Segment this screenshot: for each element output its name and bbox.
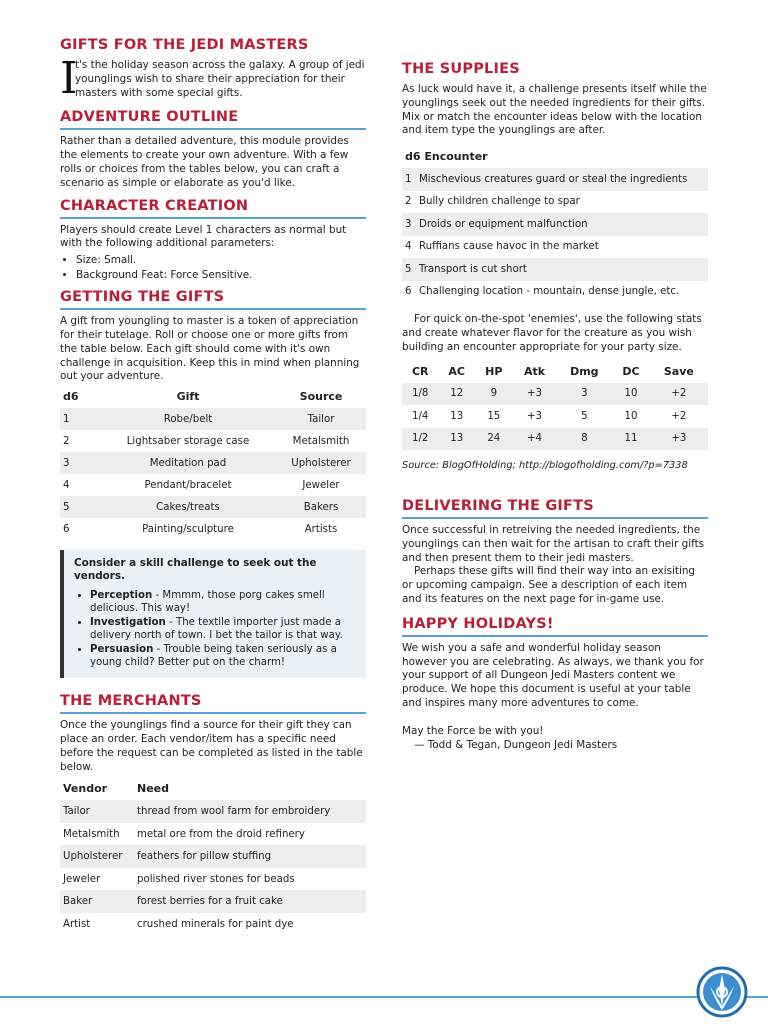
title-the-merchants: THE MERCHANTS [60,692,366,714]
gift-name: Robe/belt [100,408,276,430]
table-row [402,236,708,259]
title-getting-the-gifts: GETTING THE GIFTS [60,288,366,310]
gift-d6: 5 [60,496,100,518]
gift-source: Bakers [276,496,366,518]
table-row [60,868,366,891]
gift-name: Lightsaber storage case [126,435,250,447]
stat-cell: 10 [612,383,650,406]
stats-header-dc: DC [622,364,640,378]
delivering-text-1: Once successful in retreiving the needed ingredients, the younglings can then wait for the artisan to craft their gifts and then present them to their jedi masters. [402,524,705,564]
title-delivering-the-gifts: DELIVERING THE GIFTS [402,497,708,519]
supplies-text: As luck would have it, a challenge presents itself while the younglings seek out the needed ingredients for their gifts. Mix or match the encounter ideas below with the location and item type the younglings are after. [402,83,707,137]
skill-text: - Trouble being taken seriously as a young child? Better put on the charm! [90,644,337,669]
table-row [60,913,366,936]
vendor-table [60,778,366,935]
stats-header-cr: CR [411,364,429,378]
stat-cell: +3 [513,383,557,406]
bullet-background: • Background Feat: Force Sensitive. [76,268,366,282]
skill-text: - The textile importer just made a delivery north of town. I bet the tailor is that way. [90,617,343,642]
vendor-header-need: Need [137,782,170,796]
closing-text: May the Force be with you! [402,724,544,737]
table-row [60,408,366,430]
table-row [402,168,708,191]
table-row [60,518,366,540]
encounter-text: Challenging location - mountain, dense jungle, etc. [419,286,680,298]
merchants-text: Once the younglings find a source for their gift they can place an order. Each vendor/item has a specific need before the request can be completed as listed in the table below. [60,719,363,773]
encounter-text: Ruffians cause havoc in the market [419,241,599,253]
stat-cell: +4 [513,428,557,451]
gift-d6: 2 [63,435,70,447]
skill-name: Persuasion [90,644,154,656]
source-citation: Source: BlogOfHolding; http://blogofholding.com/?p=7338 [402,460,688,472]
vendor-name: Artist [63,918,91,930]
title-the-supplies: THE SUPPLIES [402,61,520,77]
stat-cell: 5 [581,410,588,422]
gift-d6: 3 [60,452,100,474]
stat-cell: 10 [624,410,638,422]
gift-header-source: Source [299,390,343,404]
gift-d6: 4 [63,479,70,491]
table-header-row [402,361,708,383]
vendor-need: thread from wool farm for embroidery [134,800,366,823]
gift-d6: 1 [60,408,100,430]
skill-name: Investigation [90,617,166,629]
vendor-name: Baker [60,890,134,913]
stat-cell: 3 [556,383,612,406]
stat-cell: 13 [438,428,475,451]
stats-header-hp: HP [485,364,503,378]
callout-list [90,589,358,669]
gift-source: Jeweler [302,479,340,491]
encounter-text: Droids or equipment malfunction [416,213,708,236]
stat-cell: +3 [527,410,543,422]
stat-cell: 13 [450,410,464,422]
vendor-header-vendor: Vendor [63,782,108,796]
table-row [60,452,366,474]
gift-name: Pendant/bracelet [144,479,232,491]
table-header-row [60,778,366,800]
stat-cell: 15 [487,410,501,422]
stat-cell: 11 [612,428,650,451]
skill-text: - Mmmm, those porg cakes smell delicious. This way! [90,590,325,615]
gift-source: Artists [304,523,338,535]
encounter-d6: 3 [402,213,416,236]
gift-source: Upholsterer [276,452,366,474]
vendor-name: Metalsmith [63,828,120,840]
stats-header-dmg: Dmg [570,364,599,378]
stat-cell: +2 [671,410,687,422]
intro-text: t's the holiday season across the galaxy. A group of jedi younglings wish to share their appreciation for their masters with some special gifts. [75,59,365,99]
right-column [402,60,708,752]
stat-cell: 24 [475,428,513,451]
skill-challenge-callout [60,550,366,678]
table-row [402,383,708,406]
gift-source: Tailor [276,408,366,430]
stat-cell: 1/4 [412,410,429,422]
delivering-text-2: Perhaps these gifts will find their way into an exisiting or upcoming campaign. See a description of each item and its features on the next page for in-game use. [402,565,696,606]
encounter-header: d6 Encounter [405,150,488,164]
table-row [60,800,366,823]
character-text: Players should create Level 1 characters as normal but with the following additional parameters: [60,223,347,250]
callout-item-persuasion [90,643,358,669]
callout-item-investigation [90,616,358,642]
enemies-text: For quick on-the-spot 'enemies', use the following stats and create whatever flavor for the creature as you wish building an encounter appropriate for your party size. [402,313,702,353]
table-row [60,823,366,846]
intro-paragraph [60,53,366,104]
table-row [402,405,708,428]
stat-cell: +2 [650,383,708,406]
table-row [402,213,708,236]
stat-cell: 1/8 [402,383,438,406]
gift-name: Cakes/treats [100,496,276,518]
table-row [402,258,708,281]
title-adventure-outline: ADVENTURE OUTLINE [60,108,366,130]
table-row [402,281,708,304]
table-row [402,428,708,451]
callout-title: Consider a skill challenge to seek out the vendors. [74,557,317,583]
holidays-text: We wish you a safe and wonderful holiday season however you are celebrating. As always, we thank you for your support of all Dungeon Jedi Masters content we produce. We hope this document is useful at your table and inspires many more adventures to come. [402,641,704,710]
table-header-row [402,146,708,168]
gift-header-d6: d6 [63,390,79,404]
stat-cell: +3 [650,428,708,451]
gift-d6: 6 [63,523,70,535]
stats-header-save: Save [663,364,694,378]
left-column [60,36,366,945]
vendor-need: crushed minerals for paint dye [137,918,294,930]
vendor-need: polished river stones for beads [137,873,295,885]
vendor-need: forest berries for a fruit cake [134,890,366,913]
drop-cap: I [60,53,78,104]
table-row [60,496,366,518]
encounter-text: Bully children challenge to spar [419,196,580,208]
table-row [60,474,366,496]
encounter-d6: 5 [402,258,416,281]
outline-text: Rather than a detailed adventure, this module provides the elements to create your own adventure. With a few rolls or choices from the tables below, you can craft a scenario as simple or elaborate as you'd like. [60,135,349,189]
encounter-text: Mischevious creatures guard or steal the ingredients [416,168,708,191]
vendor-need: feathers for pillow stuffing [134,845,366,868]
table-row [402,191,708,214]
stat-cell: 1/2 [402,428,438,451]
gift-table [60,386,366,540]
stats-table [402,361,708,451]
stats-header-atk: Atk [523,364,546,378]
title-character-creation: CHARACTER CREATION [60,197,366,219]
signature: — Todd & Tegan, Dungeon Jedi Masters [414,738,618,751]
encounter-d6: 2 [405,196,412,208]
encounter-d6: 4 [405,241,412,253]
jedi-order-emblem-icon [696,966,748,1018]
gift-name: Meditation pad [100,452,276,474]
encounter-d6: 6 [405,286,412,298]
stat-cell: 9 [475,383,513,406]
gift-name: Painting/sculpture [142,523,234,535]
title-gifts-for-the-jedi-masters: GIFTS FOR THE JEDI MASTERS [60,37,309,53]
encounter-table [402,146,708,303]
table-row [60,430,366,452]
title-happy-holidays: HAPPY HOLIDAYS! [402,615,708,637]
table-header-row [60,386,366,408]
encounter-d6: 1 [402,168,416,191]
gift-source: Metalsmith [292,435,350,447]
vendor-need: metal ore from the droid refinery [137,828,305,840]
encounter-text: Transport is cut short [416,258,708,281]
bullet-size: • Size: Small. [76,253,366,267]
getting-text: A gift from youngling to master is a token of appreciation for their tutelage. Roll or choose one or more gifts from the table below. Each gift should come with it's own challenge in acquisition. Keep this in mind when planning out your adventure. [60,315,360,383]
table-row [60,845,366,868]
gift-header-gift: Gift [176,390,200,404]
stat-cell: 8 [556,428,612,451]
skill-name: Perception [90,590,153,602]
vendor-name: Tailor [60,800,134,823]
stat-cell: 12 [438,383,475,406]
vendor-name: Upholsterer [60,845,134,868]
character-bullets [76,253,366,282]
callout-item-perception [90,589,358,615]
stats-header-ac: AC [448,364,466,378]
vendor-name: Jeweler [63,873,101,885]
table-row [60,890,366,913]
footer-rule [0,996,768,998]
